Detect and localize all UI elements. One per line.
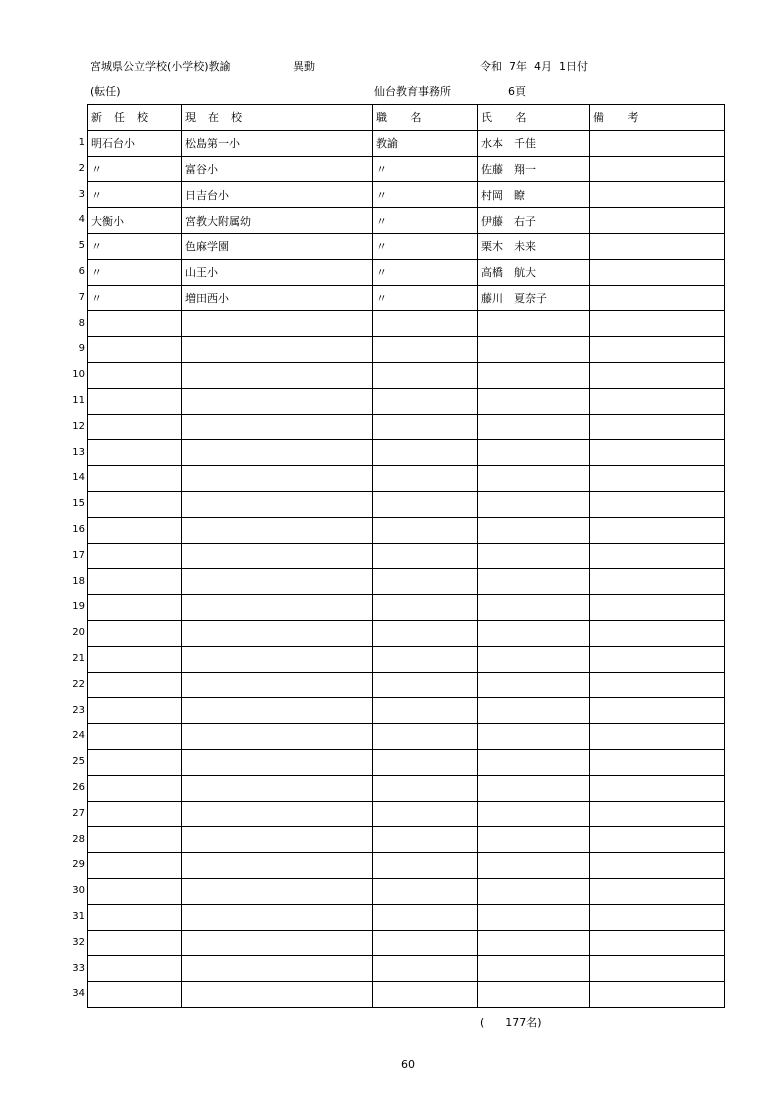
cell-new-school bbox=[88, 672, 182, 698]
cell-name: 高橋 航大 bbox=[478, 259, 590, 285]
cell-title bbox=[373, 466, 478, 492]
cell-name bbox=[478, 878, 590, 904]
cell-name bbox=[478, 337, 590, 363]
cell-title bbox=[373, 827, 478, 853]
cell-notes bbox=[590, 853, 725, 879]
cell-title bbox=[373, 672, 478, 698]
document-title: 宮城県公立学校(小学校)教諭 bbox=[90, 60, 231, 73]
cell-name bbox=[478, 388, 590, 414]
row-number: 16 bbox=[72, 524, 85, 535]
table-row bbox=[88, 208, 725, 234]
cell-new-school: 〃 bbox=[88, 285, 182, 311]
table-row bbox=[88, 311, 725, 337]
cell-title bbox=[373, 749, 478, 775]
roster-table bbox=[87, 104, 725, 1008]
cell-current-school: 日吉台小 bbox=[182, 182, 373, 208]
cell-current-school bbox=[182, 801, 373, 827]
cell-title bbox=[373, 595, 478, 621]
cell-notes bbox=[590, 517, 725, 543]
row-number: 11 bbox=[72, 395, 85, 406]
cell-current-school: 宮教大附属幼 bbox=[182, 208, 373, 234]
cell-name bbox=[478, 517, 590, 543]
cell-current-school bbox=[182, 543, 373, 569]
row-number: 2 bbox=[78, 162, 85, 174]
cell-notes bbox=[590, 775, 725, 801]
cell-notes bbox=[590, 956, 725, 982]
cell-current-school: 松島第一小 bbox=[182, 130, 373, 156]
roster-body bbox=[88, 130, 725, 1007]
table-row bbox=[88, 646, 725, 672]
cell-name bbox=[478, 362, 590, 388]
cell-new-school bbox=[88, 775, 182, 801]
cell-notes bbox=[590, 285, 725, 311]
cell-new-school: 〃 bbox=[88, 259, 182, 285]
cell-current-school bbox=[182, 388, 373, 414]
cell-name bbox=[478, 466, 590, 492]
row-number: 32 bbox=[72, 936, 85, 948]
cell-name: 栗木 未来 bbox=[478, 233, 590, 259]
cell-current-school bbox=[182, 491, 373, 517]
cell-notes bbox=[590, 569, 725, 595]
cell-current-school: 色麻学園 bbox=[182, 233, 373, 259]
row-number: 10 bbox=[72, 369, 85, 381]
cell-notes bbox=[590, 491, 725, 517]
cell-notes bbox=[590, 337, 725, 363]
cell-name bbox=[478, 414, 590, 440]
cell-new-school bbox=[88, 362, 182, 388]
cell-new-school bbox=[88, 801, 182, 827]
table-row bbox=[88, 491, 725, 517]
cell-name bbox=[478, 956, 590, 982]
cell-new-school: 〃 bbox=[88, 233, 182, 259]
table-row bbox=[88, 620, 725, 646]
cell-title bbox=[373, 904, 478, 930]
cell-current-school bbox=[182, 569, 373, 595]
column-header-title: 職 名 bbox=[373, 105, 478, 131]
cell-current-school bbox=[182, 775, 373, 801]
table-row bbox=[88, 672, 725, 698]
row-number: 22 bbox=[72, 678, 85, 690]
table-row bbox=[88, 130, 725, 156]
cell-notes bbox=[590, 233, 725, 259]
cell-notes bbox=[590, 698, 725, 724]
cell-notes bbox=[590, 362, 725, 388]
cell-current-school: 富谷小 bbox=[182, 156, 373, 182]
cell-notes bbox=[590, 388, 725, 414]
row-number: 9 bbox=[78, 343, 85, 355]
row-number: 3 bbox=[78, 188, 85, 200]
cell-notes bbox=[590, 827, 725, 853]
cell-new-school bbox=[88, 749, 182, 775]
cell-name bbox=[478, 749, 590, 775]
cell-notes bbox=[590, 311, 725, 337]
table-row bbox=[88, 156, 725, 182]
cell-current-school bbox=[182, 414, 373, 440]
cell-title bbox=[373, 543, 478, 569]
table-row bbox=[88, 388, 725, 414]
row-number: 23 bbox=[72, 704, 85, 716]
cell-new-school bbox=[88, 414, 182, 440]
cell-new-school bbox=[88, 956, 182, 982]
cell-current-school bbox=[182, 362, 373, 388]
cell-name bbox=[478, 569, 590, 595]
table-row bbox=[88, 904, 725, 930]
table-row bbox=[88, 337, 725, 363]
cell-current-school bbox=[182, 311, 373, 337]
table-row bbox=[88, 749, 725, 775]
row-number: 14 bbox=[72, 472, 85, 484]
cell-new-school bbox=[88, 620, 182, 646]
row-number: 20 bbox=[72, 627, 85, 639]
office-name: 仙台教育事務所 bbox=[374, 85, 451, 98]
cell-title bbox=[373, 646, 478, 672]
cell-new-school bbox=[88, 827, 182, 853]
row-number: 8 bbox=[78, 317, 85, 329]
cell-name bbox=[478, 982, 590, 1008]
table-row bbox=[88, 878, 725, 904]
cell-name bbox=[478, 491, 590, 517]
cell-current-school bbox=[182, 672, 373, 698]
cell-title bbox=[373, 311, 478, 337]
cell-new-school bbox=[88, 440, 182, 466]
cell-current-school bbox=[182, 749, 373, 775]
cell-current-school: 増田西小 bbox=[182, 285, 373, 311]
cell-new-school bbox=[88, 337, 182, 363]
row-number: 18 bbox=[72, 575, 85, 587]
cell-title bbox=[373, 775, 478, 801]
cell-current-school bbox=[182, 930, 373, 956]
cell-name bbox=[478, 440, 590, 466]
cell-new-school bbox=[88, 982, 182, 1008]
row-number: 5 bbox=[78, 240, 85, 252]
document-category: 異動 bbox=[293, 60, 315, 73]
cell-new-school bbox=[88, 595, 182, 621]
cell-name bbox=[478, 930, 590, 956]
cell-name bbox=[478, 672, 590, 698]
cell-notes bbox=[590, 543, 725, 569]
cell-name: 伊藤 右子 bbox=[478, 208, 590, 234]
row-number: 6 bbox=[78, 266, 85, 277]
cell-name bbox=[478, 620, 590, 646]
row-number: 29 bbox=[72, 859, 85, 871]
cell-name bbox=[478, 311, 590, 337]
table-row bbox=[88, 182, 725, 208]
cell-new-school bbox=[88, 878, 182, 904]
cell-current-school bbox=[182, 956, 373, 982]
cell-notes bbox=[590, 208, 725, 234]
table-row bbox=[88, 362, 725, 388]
cell-notes bbox=[590, 982, 725, 1008]
cell-current-school bbox=[182, 466, 373, 492]
cell-title bbox=[373, 956, 478, 982]
cell-name: 村岡 瞭 bbox=[478, 182, 590, 208]
cell-name bbox=[478, 904, 590, 930]
row-number: 13 bbox=[72, 446, 85, 458]
cell-name bbox=[478, 801, 590, 827]
row-number: 1 bbox=[78, 137, 85, 148]
table-row bbox=[88, 569, 725, 595]
cell-name bbox=[478, 646, 590, 672]
table-row bbox=[88, 285, 725, 311]
cell-new-school bbox=[88, 388, 182, 414]
cell-notes bbox=[590, 466, 725, 492]
cell-new-school bbox=[88, 724, 182, 750]
column-header-new-school: 新 任 校 bbox=[88, 105, 182, 131]
row-number: 28 bbox=[72, 833, 85, 845]
cell-notes bbox=[590, 440, 725, 466]
cell-title bbox=[373, 362, 478, 388]
cell-new-school bbox=[88, 698, 182, 724]
cell-title: 教諭 bbox=[373, 130, 478, 156]
cell-name bbox=[478, 775, 590, 801]
cell-notes bbox=[590, 749, 725, 775]
column-header-name: 氏 名 bbox=[478, 105, 590, 131]
cell-name bbox=[478, 724, 590, 750]
cell-current-school bbox=[182, 904, 373, 930]
table-row bbox=[88, 724, 725, 750]
cell-title: 〃 bbox=[373, 182, 478, 208]
cell-new-school: 大衡小 bbox=[88, 208, 182, 234]
cell-new-school bbox=[88, 904, 182, 930]
cell-title bbox=[373, 414, 478, 440]
page-label: 6頁 bbox=[508, 85, 526, 98]
cell-title bbox=[373, 930, 478, 956]
cell-new-school: 〃 bbox=[88, 156, 182, 182]
table-row bbox=[88, 801, 725, 827]
table-row bbox=[88, 440, 725, 466]
table-row bbox=[88, 414, 725, 440]
cell-new-school bbox=[88, 646, 182, 672]
page-number: 60 bbox=[401, 1058, 415, 1071]
cell-title bbox=[373, 517, 478, 543]
cell-new-school bbox=[88, 491, 182, 517]
column-header-notes: 備 考 bbox=[590, 105, 725, 131]
cell-title: 〃 bbox=[373, 233, 478, 259]
cell-notes bbox=[590, 646, 725, 672]
cell-new-school bbox=[88, 853, 182, 879]
cell-current-school bbox=[182, 827, 373, 853]
cell-title: 〃 bbox=[373, 208, 478, 234]
row-number: 15 bbox=[72, 498, 85, 510]
cell-current-school bbox=[182, 440, 373, 466]
cell-new-school bbox=[88, 569, 182, 595]
cell-notes bbox=[590, 259, 725, 285]
cell-current-school bbox=[182, 620, 373, 646]
table-row bbox=[88, 930, 725, 956]
cell-name: 藤川 夏奈子 bbox=[478, 285, 590, 311]
cell-notes bbox=[590, 130, 725, 156]
row-number: 33 bbox=[72, 962, 85, 974]
table-row bbox=[88, 466, 725, 492]
row-number: 24 bbox=[72, 730, 85, 742]
cell-notes bbox=[590, 878, 725, 904]
table-row bbox=[88, 233, 725, 259]
cell-title bbox=[373, 878, 478, 904]
row-number: 30 bbox=[72, 885, 85, 897]
cell-new-school bbox=[88, 311, 182, 337]
row-number: 25 bbox=[72, 756, 85, 768]
cell-title: 〃 bbox=[373, 285, 478, 311]
cell-new-school bbox=[88, 543, 182, 569]
cell-notes bbox=[590, 414, 725, 440]
cell-title bbox=[373, 724, 478, 750]
cell-current-school bbox=[182, 337, 373, 363]
cell-new-school bbox=[88, 930, 182, 956]
cell-current-school bbox=[182, 698, 373, 724]
cell-current-school bbox=[182, 646, 373, 672]
table-row bbox=[88, 853, 725, 879]
cell-notes bbox=[590, 801, 725, 827]
cell-current-school: 山王小 bbox=[182, 259, 373, 285]
cell-title bbox=[373, 698, 478, 724]
cell-current-school bbox=[182, 724, 373, 750]
table-row bbox=[88, 595, 725, 621]
document-subcategory: (転任) bbox=[90, 85, 121, 98]
cell-notes bbox=[590, 724, 725, 750]
row-number: 7 bbox=[78, 291, 85, 303]
row-number: 19 bbox=[72, 601, 85, 613]
table-row bbox=[88, 698, 725, 724]
cell-title bbox=[373, 801, 478, 827]
cell-title bbox=[373, 337, 478, 363]
cell-title: 〃 bbox=[373, 156, 478, 182]
cell-title bbox=[373, 440, 478, 466]
cell-notes bbox=[590, 156, 725, 182]
cell-new-school: 明石台小 bbox=[88, 130, 182, 156]
cell-name bbox=[478, 827, 590, 853]
cell-new-school bbox=[88, 517, 182, 543]
cell-title: 〃 bbox=[373, 259, 478, 285]
row-number: 12 bbox=[72, 420, 85, 432]
row-number: 34 bbox=[72, 988, 85, 1000]
row-number: 4 bbox=[78, 214, 85, 226]
row-number: 26 bbox=[72, 782, 85, 793]
cell-title bbox=[373, 620, 478, 646]
table-header-row bbox=[88, 105, 725, 131]
cell-name: 水本 千佳 bbox=[478, 130, 590, 156]
cell-new-school: 〃 bbox=[88, 182, 182, 208]
cell-name bbox=[478, 698, 590, 724]
cell-title bbox=[373, 491, 478, 517]
cell-current-school bbox=[182, 517, 373, 543]
column-header-current-school: 現 在 校 bbox=[182, 105, 373, 131]
cell-new-school bbox=[88, 466, 182, 492]
cell-notes bbox=[590, 182, 725, 208]
cell-current-school bbox=[182, 878, 373, 904]
row-number: 17 bbox=[72, 549, 85, 561]
cell-notes bbox=[590, 930, 725, 956]
effective-date: 令和 7年 4月 1日付 bbox=[480, 60, 588, 73]
cell-notes bbox=[590, 904, 725, 930]
cell-name bbox=[478, 595, 590, 621]
total-count: ( 177名) bbox=[480, 1016, 542, 1029]
row-number: 31 bbox=[72, 911, 85, 922]
table-row bbox=[88, 982, 725, 1008]
table-row bbox=[88, 956, 725, 982]
cell-notes bbox=[590, 672, 725, 698]
cell-notes bbox=[590, 620, 725, 646]
cell-title bbox=[373, 982, 478, 1008]
cell-current-school bbox=[182, 982, 373, 1008]
table-row bbox=[88, 543, 725, 569]
row-number: 21 bbox=[72, 653, 85, 664]
cell-title bbox=[373, 853, 478, 879]
row-number: 27 bbox=[72, 807, 85, 819]
cell-title bbox=[373, 569, 478, 595]
cell-name bbox=[478, 853, 590, 879]
table-row bbox=[88, 775, 725, 801]
table-row bbox=[88, 517, 725, 543]
cell-notes bbox=[590, 595, 725, 621]
cell-name: 佐藤 翔一 bbox=[478, 156, 590, 182]
cell-title bbox=[373, 388, 478, 414]
table-row bbox=[88, 259, 725, 285]
table-row bbox=[88, 827, 725, 853]
cell-current-school bbox=[182, 853, 373, 879]
cell-current-school bbox=[182, 595, 373, 621]
cell-name bbox=[478, 543, 590, 569]
